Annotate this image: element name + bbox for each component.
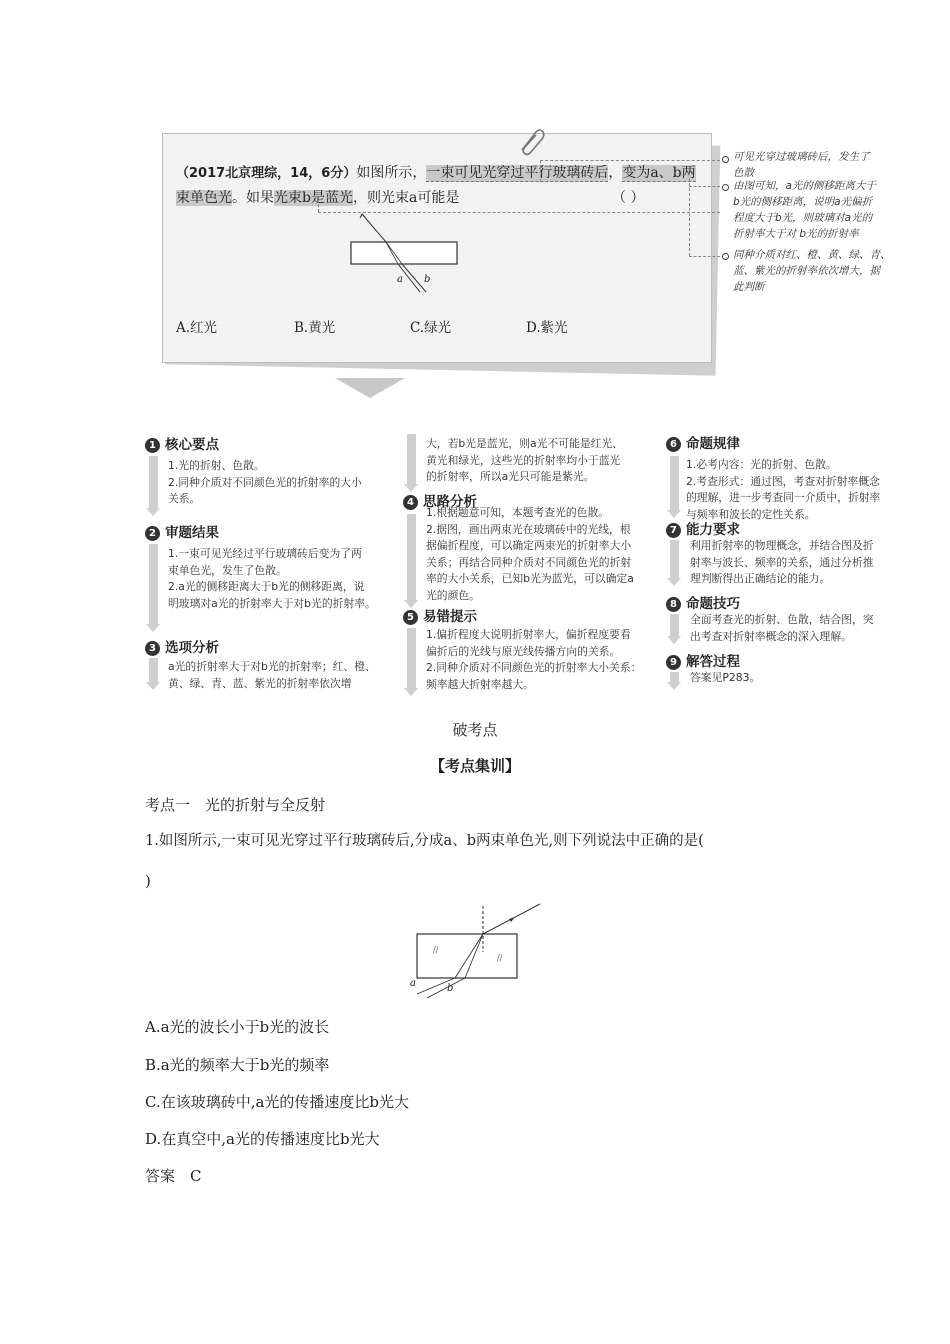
section-number-icon: 7 — [666, 523, 681, 538]
question-1-text: 1.如图所示,一束可见光穿过平行玻璃砖后,分成a、b两束单色光,则下列说法中正确的是( — [145, 833, 704, 849]
section-number-icon: 6 — [666, 437, 681, 452]
body-line: 2.考查形式：通过图，考查对折射率概念 — [686, 474, 880, 488]
note-line: 折射率大于对 b光的折射率 — [733, 228, 859, 240]
guide-bar — [407, 514, 416, 602]
body-line: 率的大小关系，已知b光为蓝光，可以确定a — [426, 572, 634, 585]
body-line: 出考查对折射率概念的深入理解。 — [690, 629, 852, 643]
section-number-icon: 9 — [666, 655, 681, 670]
note-bullet-icon — [722, 156, 729, 163]
guide-arrow-icon — [667, 682, 681, 690]
section-body-option-analysis — [168, 659, 376, 692]
section-body-core-points — [168, 458, 362, 508]
note-bullet-icon — [722, 184, 729, 191]
glass-block-diagram — [340, 212, 470, 302]
paperclip-icon — [516, 126, 546, 156]
body-line: 1.一束可见光经过平行玻璃砖后变为了两 — [168, 547, 362, 560]
section-body-solution — [690, 670, 760, 687]
highlight-text: 光束b是蓝光 — [274, 190, 353, 206]
body-line: 明玻璃对a光的折射率大于对b光的折射率。 — [168, 596, 376, 610]
chevron-down-icon — [335, 378, 405, 400]
guide-bar — [149, 658, 158, 684]
connector-line — [689, 256, 720, 257]
guide-bar — [407, 434, 416, 486]
section-number-icon: 2 — [145, 526, 160, 541]
note-1 — [733, 149, 870, 181]
section-number-icon: 1 — [145, 438, 160, 453]
svg-text://: // — [433, 945, 439, 954]
page-subheading: 【考点集训】 — [429, 757, 520, 775]
option-c: C.绿光 — [410, 320, 452, 336]
body-line: 答案见P283。 — [690, 671, 761, 684]
body-line: 大，若b光是蓝光，则a光不可能是红光、 — [426, 437, 624, 450]
highlight-text: 变为a、b两 — [622, 165, 696, 181]
body-line: 关系；再结合同种介质对不同颜色光的折射 — [426, 555, 632, 569]
guide-arrow-icon — [146, 624, 160, 632]
connector-line — [318, 212, 720, 213]
guide-bar — [149, 544, 158, 626]
section-title-common-mistakes — [403, 605, 477, 625]
question-source: （2017北京理综，14，6分） — [176, 166, 357, 181]
question-line-1 — [176, 160, 696, 187]
section-number-icon: 3 — [145, 641, 160, 656]
note-line: 此判断 — [733, 281, 765, 293]
question-text: ， — [608, 165, 623, 181]
body-line: 1.必考内容：光的折射、色散。 — [686, 458, 837, 471]
connector-line — [540, 160, 720, 161]
body-line: 2.a光的侧移距离大于b光的侧移距离，说 — [168, 580, 365, 593]
diagram-label-b: b — [424, 274, 431, 285]
answer-parentheses: （ ） — [612, 190, 645, 206]
guide-bar — [407, 628, 416, 690]
body-line: 全面考查光的折射、色散，结合图，突 — [690, 613, 874, 626]
note-line: 程度大于b光，则玻璃对a光的 — [733, 212, 873, 224]
refraction-figure — [405, 900, 545, 1000]
connector-line — [689, 178, 690, 256]
body-line: 黄光和绿光，这些光的折射率均小于蓝光 — [426, 453, 621, 467]
body-line: 1.光的折射、色散。 — [168, 459, 265, 472]
q1-option-b: B.a光的频率大于b光的频率 — [145, 1056, 330, 1074]
section-body-option-analysis-cont — [426, 436, 623, 486]
option-d: D.紫光 — [526, 320, 568, 336]
guide-bar — [670, 540, 679, 580]
body-line: 利用折射率的物理概念，并结合图及折 — [690, 539, 874, 552]
section-body-approach — [426, 505, 634, 604]
section-body-review-result — [168, 546, 376, 612]
guide-arrow-icon — [667, 510, 681, 518]
section-title-option-analysis — [145, 636, 219, 656]
section-title-text: 命题技巧 — [686, 596, 740, 612]
guide-arrow-icon — [404, 688, 418, 696]
body-line: 频率越大折射率越大。 — [426, 677, 534, 691]
section-title-text: 易错提示 — [423, 609, 477, 625]
section-body-technique — [690, 612, 874, 645]
section-title-text: 审题结果 — [165, 525, 219, 541]
section-number-icon: 8 — [666, 597, 681, 612]
q1-option-a: A.a光的波长小于b光的波长 — [145, 1018, 330, 1036]
section-title-ability — [666, 518, 740, 538]
section-title-solution — [666, 650, 740, 670]
body-line: 黄、绿、青、蓝、紫光的折射率依次增 — [168, 676, 352, 690]
guide-arrow-icon — [667, 578, 681, 586]
option-a: A.红光 — [176, 320, 218, 336]
section-title-text: 选项分析 — [165, 640, 219, 656]
note-line: b光的侧移距离，说明a光偏折 — [733, 196, 873, 208]
connector-line — [689, 186, 720, 187]
section-title-technique — [666, 592, 740, 612]
section-title-core-points — [145, 433, 219, 453]
figure-label-a: a — [410, 978, 416, 989]
body-line: 束单色光，发生了色散。 — [168, 563, 287, 577]
body-line: a光的折射率大于对b光的折射率；红、橙、 — [168, 660, 376, 673]
body-line: 与频率和波长的定性关系。 — [686, 507, 816, 521]
guide-arrow-icon — [667, 636, 681, 644]
q1-answer: 答案 C — [145, 1167, 202, 1185]
body-line: 理判断得出正确结论的能力。 — [690, 572, 831, 585]
body-line: 光的颜色。 — [426, 588, 480, 602]
body-line: 2.据图，画出两束光在玻璃砖中的光线，根 — [426, 522, 631, 536]
option-b: B.黄光 — [294, 320, 336, 336]
section-title-text: 解答过程 — [686, 654, 740, 670]
q1-option-c: C.在该玻璃砖中,a光的传播速度比b光大 — [145, 1093, 410, 1111]
guide-arrow-icon — [146, 508, 160, 516]
body-line: 射率与波长、频率的关系，通过分析推 — [690, 555, 874, 569]
page-heading: 破考点 — [452, 721, 498, 739]
guide-bar — [670, 456, 679, 512]
q1-option-d: D.在真空中,a光的传播速度比b光大 — [145, 1130, 380, 1148]
body-line: 的理解，进一步考查同一介质中，折射率 — [686, 491, 881, 504]
connector-line — [540, 160, 541, 182]
section-title-text: 思路分析 — [423, 494, 477, 510]
note-2 — [733, 178, 876, 242]
connector-line — [318, 200, 319, 212]
highlight-text: 束单色光 — [176, 190, 232, 206]
body-line: 1.根据题意可知，本题考查光的色散。 — [426, 506, 610, 519]
question-text: 。如果 — [232, 190, 274, 206]
diagram-label-a: a — [397, 274, 403, 285]
note-bullet-icon — [722, 253, 729, 260]
section-title-text: 核心要点 — [165, 437, 219, 453]
note-line: 色散 — [733, 167, 754, 179]
question-text: ，则光束a可能是 — [352, 190, 460, 206]
figure-label-b: b — [447, 983, 454, 994]
section-body-exam-pattern — [686, 457, 880, 523]
section-title-text: 命题规律 — [686, 436, 740, 452]
section-title-exam-pattern — [666, 432, 740, 452]
topic-title: 考点一 光的折射与全反射 — [145, 796, 326, 814]
body-line: 1.偏折程度大说明折射率大，偏折程度要看 — [426, 628, 631, 641]
body-line: 据偏折程度，可以确定两束光的折射率大小 — [426, 539, 632, 552]
section-body-common-mistakes — [426, 627, 641, 693]
section-number-icon: 4 — [403, 495, 418, 510]
section-title-review-result — [145, 521, 219, 541]
body-line: 的折射率，所以a光只可能是紫光。 — [426, 470, 595, 483]
svg-text://: // — [497, 953, 503, 962]
body-line: 2.同种介质对不同颜色光的折射率的大小 — [168, 475, 362, 489]
question-1-paren: ) — [145, 872, 151, 890]
section-title-text: 能力要求 — [686, 522, 740, 538]
section-number-icon: 5 — [403, 610, 418, 625]
section-body-ability — [690, 538, 874, 588]
guide-arrow-icon — [146, 682, 160, 690]
body-line: 关系。 — [168, 492, 201, 505]
highlight-text: 一束可见光穿过平行玻璃砖后 — [426, 165, 609, 181]
body-line: 2.同种介质对不同颜色光的折射率大小关系： — [426, 661, 642, 674]
note-line: 可见光穿过玻璃砖后，发生了 — [733, 151, 870, 163]
note-3 — [733, 247, 891, 295]
guide-bar — [149, 456, 158, 510]
guide-bar — [670, 614, 679, 638]
body-line: 偏折后的光线与原光线传播方向的关系。 — [426, 644, 621, 658]
note-line: 蓝、紫光的折射率依次增大，据 — [733, 265, 880, 277]
note-line: 同种介质对红、橙、黄、绿、青、 — [733, 249, 891, 261]
note-line: 由图可知，a光的侧移距离大于 — [733, 180, 876, 192]
question-text: 如图所示， — [356, 165, 427, 181]
